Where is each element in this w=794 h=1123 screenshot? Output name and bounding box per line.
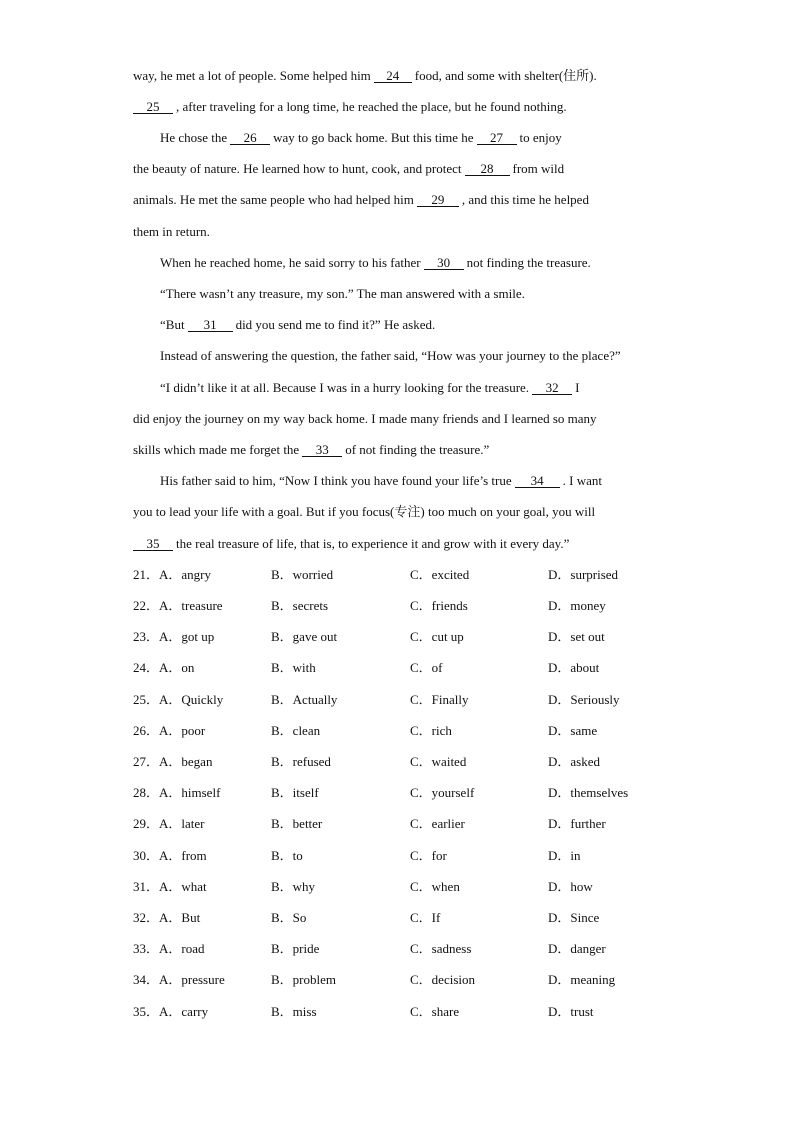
blank-31: 31: [188, 318, 233, 332]
option-b: B．why: [271, 879, 316, 894]
passage-text: Instead of answering the question, the father said, “How was your journey to the place?”: [160, 348, 621, 363]
option-d: D．further: [548, 816, 606, 831]
option-c: C．share: [410, 1004, 460, 1019]
question-number-option-a: [133, 848, 207, 864]
passage-text: , after traveling for a long time, he reached the place, but he found nothing.: [176, 99, 567, 114]
passage-line: [160, 130, 663, 146]
question-number-option-a: [133, 972, 225, 988]
passage-text: did enjoy the journey on my way back home. I made many friends and I learned so many: [133, 411, 597, 426]
question-number: 21．: [133, 567, 160, 582]
question-number-option-a: [133, 754, 212, 770]
passage-text: way, he met a lot of people. Some helped him: [133, 68, 371, 83]
option-a: A．road: [159, 941, 205, 956]
question-number-option-a: [133, 785, 220, 801]
option-d: D．trust: [548, 1004, 594, 1019]
passage-text: When he reached home, he said sorry to his father: [160, 255, 421, 270]
option-a: A．But: [159, 910, 201, 925]
question-number: 26．: [133, 723, 160, 738]
option-d: D．danger: [548, 941, 606, 956]
passage-line: [133, 411, 663, 427]
question-number: 31．: [133, 879, 160, 894]
question-number-option-a: [133, 567, 211, 583]
question-number: 32．: [133, 910, 160, 925]
option-d: D．how: [548, 879, 593, 894]
passage-line: [133, 68, 663, 84]
passage-line: [160, 473, 663, 489]
option-b: B．with: [271, 660, 316, 675]
passage-text: of not finding the treasure.”: [345, 442, 490, 457]
option-a: A．what: [159, 879, 207, 894]
option-b: B．clean: [271, 723, 321, 738]
option-b: B．pride: [271, 941, 320, 956]
passage-text: them in return.: [133, 224, 210, 239]
question-number: 30．: [133, 848, 160, 863]
option-c: C．yourself: [410, 785, 475, 800]
passage-text: I: [575, 380, 580, 395]
option-c: C．for: [410, 848, 447, 863]
question-row: [133, 598, 663, 614]
question-number: 28．: [133, 785, 160, 800]
option-d: D．asked: [548, 754, 600, 769]
question-row: [133, 848, 663, 864]
passage-text: “There wasn’t any treasure, my son.” The man answered with a smile.: [160, 286, 525, 301]
option-c: C．sadness: [410, 941, 472, 956]
question-row: [133, 567, 663, 583]
blank-35: 35: [133, 537, 173, 551]
passage-text: did you send me to find it?” He asked.: [235, 317, 436, 332]
option-d: D．meaning: [548, 972, 616, 987]
question-row: [133, 723, 663, 739]
passage-text: to enjoy: [519, 130, 562, 145]
option-b: B．gave out: [271, 629, 338, 644]
option-c: C．rich: [410, 723, 452, 738]
passage-line: [133, 192, 663, 208]
option-b: B．to: [271, 848, 303, 863]
question-row: [133, 879, 663, 895]
passage-line: [133, 161, 663, 177]
blank-32: 32: [532, 381, 572, 395]
question-row: [133, 910, 663, 926]
option-b: B．So: [271, 910, 307, 925]
question-number-option-a: [133, 660, 194, 676]
option-d: D．surprised: [548, 567, 619, 582]
option-b: B．refused: [271, 754, 331, 769]
option-b: B．secrets: [271, 598, 329, 613]
question-number-option-a: [133, 723, 205, 739]
passage-text: He chose the: [160, 130, 228, 145]
option-c: C．of: [410, 660, 443, 675]
question-number: 24．: [133, 660, 160, 675]
question-number: 22．: [133, 598, 160, 613]
passage-text: not finding the treasure.: [466, 255, 591, 270]
option-d: D．themselves: [548, 785, 629, 800]
option-a: A．pressure: [159, 972, 225, 987]
option-c: C．cut up: [410, 629, 464, 644]
passage-line: [160, 255, 663, 271]
option-d: D．set out: [548, 629, 605, 644]
option-a: A．on: [159, 660, 195, 675]
blank-24: 24: [374, 69, 412, 83]
passage-text: His father said to him, “Now I think you have found your life’s true: [160, 473, 512, 488]
question-row: [133, 785, 663, 801]
option-d: D．in: [548, 848, 581, 863]
option-a: A．from: [159, 848, 207, 863]
option-d: D．Since: [548, 910, 600, 925]
question-number-option-a: [133, 1004, 208, 1020]
question-number-option-a: [133, 879, 207, 895]
option-d: D．about: [548, 660, 600, 675]
option-c: C．excited: [410, 567, 470, 582]
option-a: A．treasure: [159, 598, 223, 613]
option-c: C．waited: [410, 754, 467, 769]
passage-text: you to lead your life with a goal. But if you focus(专注) too much on your goal, you will: [133, 504, 596, 519]
blank-27: 27: [477, 131, 517, 145]
option-d: D．money: [548, 598, 606, 613]
option-c: C．If: [410, 910, 441, 925]
passage-line: [133, 224, 663, 240]
option-a: A．got up: [159, 629, 215, 644]
passage-text: . I want: [562, 473, 603, 488]
blank-30: 30: [424, 256, 464, 270]
blank-28: 28: [465, 162, 510, 176]
question-number: 33．: [133, 941, 160, 956]
question-number: 34．: [133, 972, 160, 987]
question-row: [133, 816, 663, 832]
option-d: D．Seriously: [548, 692, 620, 707]
question-number: 29．: [133, 816, 160, 831]
option-a: A．carry: [159, 1004, 209, 1019]
blank-34: 34: [515, 474, 560, 488]
option-b: B．Actually: [271, 692, 338, 707]
question-number-option-a: [133, 941, 205, 957]
question-row: [133, 660, 663, 676]
question-number-option-a: [133, 910, 200, 926]
option-b: B．itself: [271, 785, 319, 800]
question-row: [133, 941, 663, 957]
option-c: C．earlier: [410, 816, 465, 831]
question-row: [133, 972, 663, 988]
option-a: A．himself: [159, 785, 221, 800]
option-b: B．worried: [271, 567, 334, 582]
question-row: [133, 629, 663, 645]
passage-text: “But: [160, 317, 185, 332]
option-a: A．later: [159, 816, 205, 831]
passage-text: food, and some with shelter(住所).: [414, 68, 597, 83]
option-c: C．decision: [410, 972, 475, 987]
question-row: [133, 1004, 663, 1020]
option-d: D．same: [548, 723, 598, 738]
passage-text: way to go back home. But this time he: [273, 130, 474, 145]
question-row: [133, 754, 663, 770]
option-b: B．miss: [271, 1004, 317, 1019]
question-number: 23．: [133, 629, 160, 644]
question-number-option-a: [133, 692, 223, 708]
passage-text: animals. He met the same people who had helped him: [133, 192, 414, 207]
blank-25: 25: [133, 100, 173, 114]
question-number-option-a: [133, 598, 223, 614]
passage-line: [160, 348, 660, 364]
passage-line: [133, 504, 663, 520]
question-number-option-a: [133, 816, 205, 832]
passage-line: [160, 380, 663, 396]
passage-text: the beauty of nature. He learned how to hunt, cook, and protect: [133, 161, 462, 176]
question-row: [133, 692, 663, 708]
option-c: C．Finally: [410, 692, 469, 707]
passage-line: [133, 442, 663, 458]
question-number: 25．: [133, 692, 160, 707]
passage-line: [133, 99, 663, 115]
option-a: A．began: [159, 754, 213, 769]
option-c: C．when: [410, 879, 460, 894]
passage-line: [160, 317, 663, 333]
blank-33: 33: [302, 443, 342, 457]
option-a: A．Quickly: [159, 692, 224, 707]
option-c: C．friends: [410, 598, 468, 613]
passage-text: from wild: [512, 161, 565, 176]
passage-line: [160, 286, 663, 302]
option-a: A．angry: [159, 567, 212, 582]
option-b: B．better: [271, 816, 323, 831]
passage-line: [133, 536, 663, 552]
option-a: A．poor: [159, 723, 206, 738]
blank-26: 26: [230, 131, 270, 145]
option-b: B．problem: [271, 972, 336, 987]
passage-text: “I didn’t like it at all. Because I was in a hurry looking for the treasure.: [160, 380, 530, 395]
question-number: 27．: [133, 754, 160, 769]
passage-text: the real treasure of life, that is, to experience it and grow with it every day.”: [176, 536, 570, 551]
question-number: 35．: [133, 1004, 160, 1019]
blank-29: 29: [417, 193, 459, 207]
passage-text: , and this time he helped: [461, 192, 589, 207]
question-number-option-a: [133, 629, 214, 645]
passage-text: skills which made me forget the: [133, 442, 300, 457]
